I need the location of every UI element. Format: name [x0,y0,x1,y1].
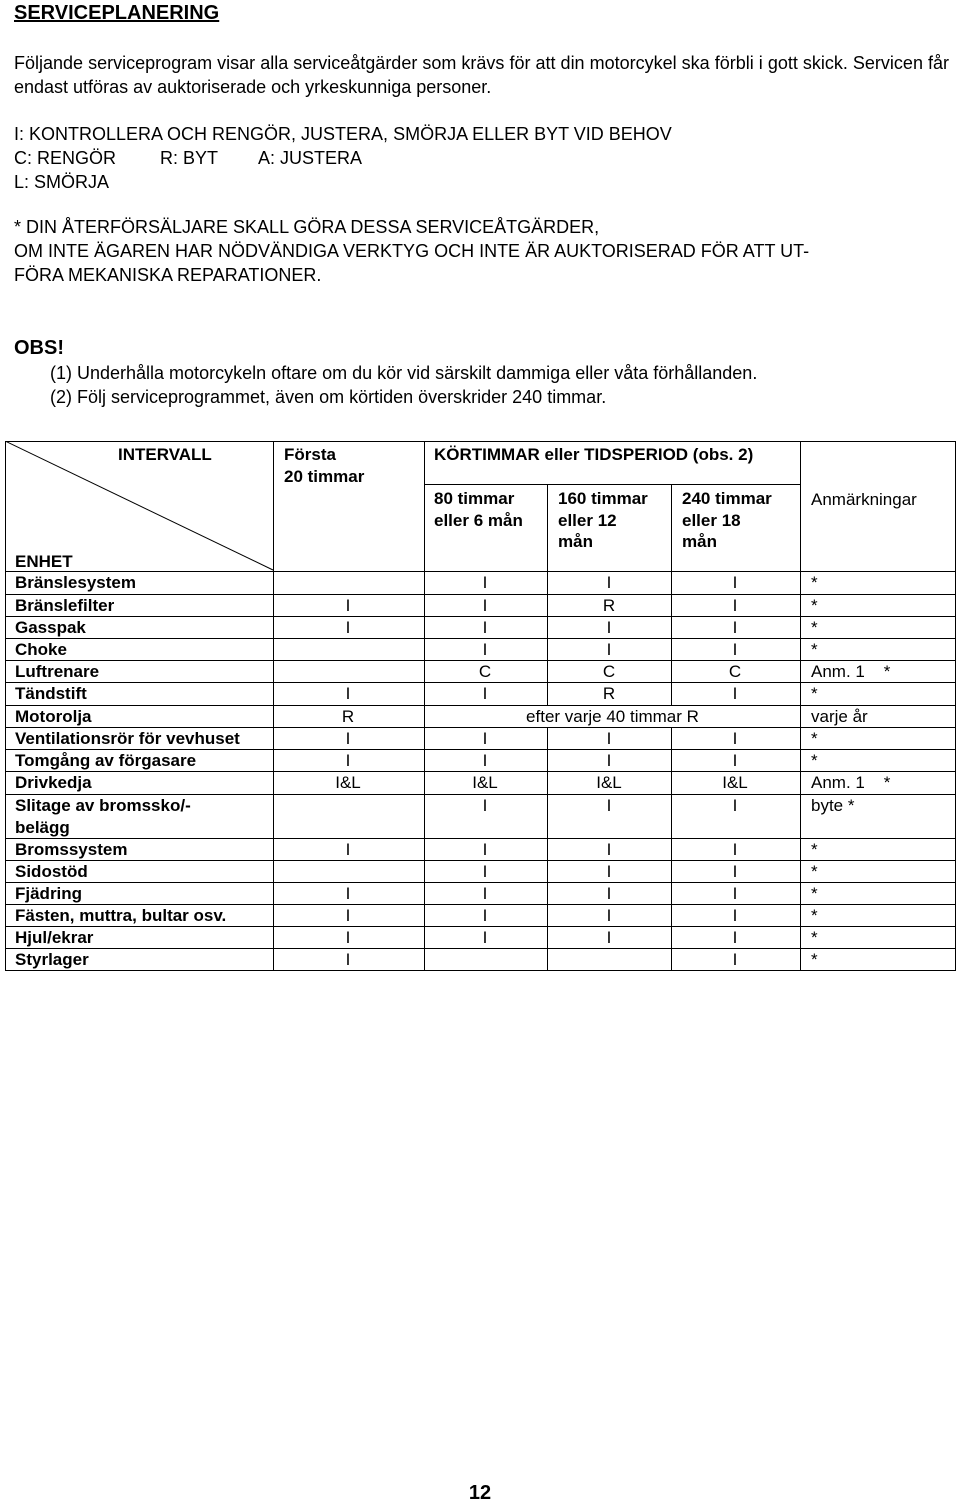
cell-240h: I [732,751,738,770]
cell-240h: I [732,618,738,637]
cell-80h: I [482,573,488,592]
cell-remarks: varje år [811,707,868,726]
cell-80h: I [482,840,488,859]
legend-replace: R: BYT [160,148,219,168]
first-20h-line-1: Första [284,445,336,464]
cell-first-20h: I [345,751,351,770]
obs-item-2: (2) Följ serviceprogrammet, även om körtiden överskrider 240 timmar. [50,387,607,407]
unit-name: Bränslesystem [15,573,136,592]
cell-80h: I&L [472,773,498,792]
cell-remarks: * [811,840,818,859]
cell-80h: I [482,796,488,815]
cell-first-20h: I [345,906,351,925]
cell-first-20h: I [345,684,351,703]
dealer-note-line-1: * DIN ÅTERFÖRSÄLJARE SKALL GÖRA DESSA SERVICEÅTGÄRDER, [14,217,600,237]
cell-160h: I [606,751,612,770]
cell-remarks: * [811,729,818,748]
unit-name: Tändstift [15,684,87,703]
unit-name: Sidostöd [15,862,88,881]
col-240-line-3: mån [682,532,717,551]
cell-160h: R [602,684,616,703]
cell-240h: I [732,573,738,592]
cell-remarks: * [811,596,818,615]
cell-first-20h: I [345,618,351,637]
cell-160h: I [606,573,612,592]
cell-160h: I&L [596,773,622,792]
unit-label: ENHET [15,552,73,571]
cell-240h: I [732,684,738,703]
unit-name: Luftrenare [15,662,100,681]
cell-first-20h: I&L [335,773,361,792]
cell-240h: I [732,796,738,815]
cell-160h: I [606,862,612,881]
cell-240h: I [732,862,738,881]
cell-160h: C [602,662,616,681]
cell-160h: R [602,596,616,615]
cell-160h: I [606,618,612,637]
unit-name: Bromssystem [15,840,128,859]
col-160-line-3: mån [558,532,593,551]
cell-240h: I&L [722,773,748,792]
cell-240h: I [732,884,738,903]
cell-160h: I [606,729,612,748]
col-160-line-1: 160 timmar [558,489,648,508]
intro-paragraph: Följande serviceprogram visar alla serviceåtgärder som krävs för att din motorcykel ska förbli i gott skick. Servicen får endast utföras av auktoriserade och yrkeskunniga personer. [14,53,949,97]
unit-name: Hjul/ekrar [15,928,94,947]
cell-remarks: * [811,884,818,903]
cell-first-20h: I [345,950,351,969]
cell-first-20h: I [345,928,351,947]
cell-first-20h: I [345,884,351,903]
unit-name-cont: belägg [15,818,70,837]
col-80-line-2: eller 6 mån [434,511,523,530]
cell-160h: I [606,906,612,925]
legend-adjust: A: JUSTERA [258,148,363,168]
cell-remarks: * [811,928,818,947]
cell-first-20h: I [345,596,351,615]
dealer-note-line-2: OM INTE ÄGAREN HAR NÖDVÄNDIGA VERKTYG OCH INTE ÄR AUKTORISERAD FÖR ATT UT- [14,241,810,261]
unit-name: Ventilationsrör för vevhuset [15,729,240,748]
period-header: KÖRTIMMAR eller TIDSPERIOD (obs. 2) [434,445,754,464]
unit-name: Slitage av bromssko/- [15,796,191,815]
cell-remarks: * [811,684,818,703]
unit-name: Choke [15,640,67,659]
cell-240h: I [732,596,738,615]
cell-160h: I [606,840,612,859]
cell-80h: I [482,618,488,637]
col-80-line-1: 80 timmar [434,489,515,508]
cell-remarks: * [811,573,818,592]
cell-first-20h: I [345,729,351,748]
unit-name: Motorolja [15,707,92,726]
cell-remarks: * [811,618,818,637]
cell-remarks: Anm. 1 * [811,662,891,681]
cell-remarks: * [811,906,818,925]
cell-240h: I [732,928,738,947]
cell-first-20h: I [345,840,351,859]
unit-name: Tomgång av förgasare [15,751,197,770]
cell-remarks: * [811,640,818,659]
unit-name: Fjädring [15,884,83,903]
cell-80h: I [482,862,488,881]
unit-name: Drivkedja [15,773,92,792]
legend-clean: C: RENGÖR [14,148,117,168]
unit-name: Styrlager [15,950,89,969]
cell-240h: C [728,662,742,681]
col-160-line-2: eller 12 [558,511,617,530]
cell-160h: I [606,796,612,815]
cell-80h: I [482,928,488,947]
cell-80h: I [482,684,488,703]
cell-160h: I [606,884,612,903]
cell-80h: I [482,596,488,615]
first-20h-line-2: 20 timmar [284,467,365,486]
cell-span-interval: efter varje 40 timmar R [526,707,699,726]
cell-80h: I [482,729,488,748]
col-240-line-2: eller 18 [682,511,741,530]
dealer-note-line-3: FÖRA MEKANISKA REPARATIONER. [14,265,322,285]
legend-lubricate: L: SMÖRJA [14,172,110,192]
unit-name: Fästen, muttra, bultar osv. [15,906,227,925]
cell-80h: C [478,662,492,681]
cell-80h: I [482,906,488,925]
cell-240h: I [732,729,738,748]
cell-80h: I [482,640,488,659]
cell-remarks: * [811,862,818,881]
page-number: 12 [468,1482,492,1504]
interval-label: INTERVALL [118,445,212,464]
cell-80h: I [482,884,488,903]
remarks-header: Anmärkningar [811,490,917,509]
cell-160h: I [606,640,612,659]
obs-item-1: (1) Underhålla motorcykeln oftare om du kör vid särskilt dammiga eller våta förhållanden. [50,363,758,383]
legend-line-1: I: KONTROLLERA OCH RENGÖR, JUSTERA, SMÖRJA ELLER BYT VID BEHOV [14,124,672,144]
col-240-line-1: 240 timmar [682,489,772,508]
cell-remarks: * [811,751,818,770]
obs-title: OBS! [14,337,64,359]
cell-240h: I [732,840,738,859]
cell-remarks: * [811,950,818,969]
unit-name: Gasspak [15,618,86,637]
cell-remarks: Anm. 1 * [811,773,891,792]
page-title: SERVICEPLANERING [14,2,220,24]
cell-160h: I [606,928,612,947]
cell-240h: I [732,906,738,925]
cell-240h: I [732,640,738,659]
unit-name: Bränslefilter [15,596,115,615]
cell-first-20h: R [341,707,355,726]
cell-240h: I [732,950,738,969]
cell-80h: I [482,751,488,770]
cell-remarks: byte * [811,796,855,815]
